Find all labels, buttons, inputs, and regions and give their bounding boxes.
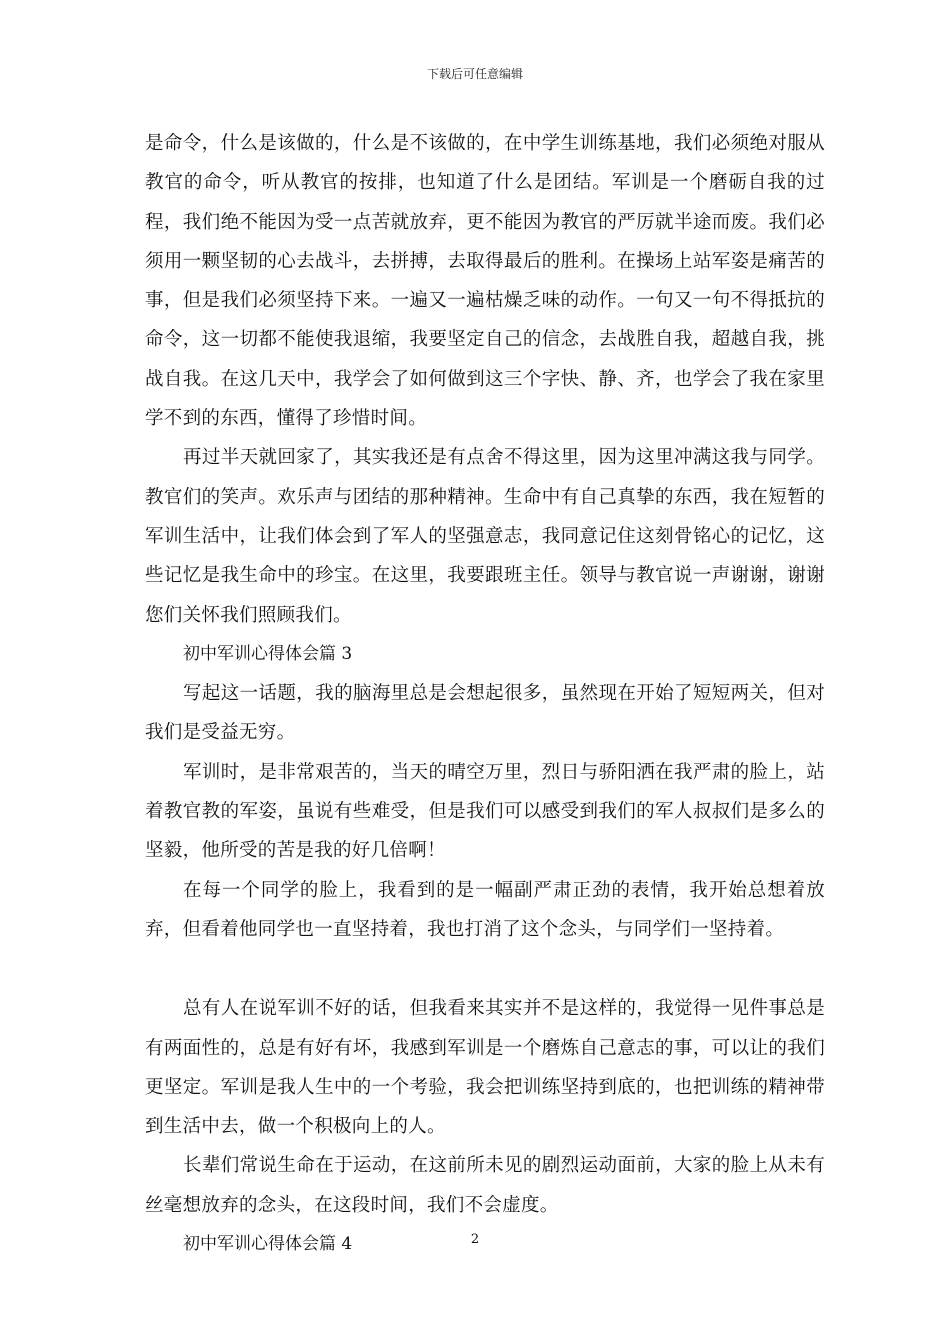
section-heading: 初中军训心得体会篇 4 xyxy=(183,1234,353,1255)
paragraph: 军训时，是非常艰苦的，当天的晴空万里，烈日与骄阳洒在我严肃的脸上，站着教官教的军姿，虽说有些难受，但是我们可以感受到我们的军人叔叔们是多么的坚毅，他所受的苦是我的好几倍啊！ xyxy=(145,761,825,862)
page-number: 2 xyxy=(470,1232,480,1247)
paragraph: 再过半天就回家了，其实我还是有点舍不得这里，因为这里冲满这我与同学。教官们的笑声。欢乐声与团结的那种精神。生命中有自己真挚的东西，我在短暂的军训生活中，让我们体会到了军人的坚强意志，我同意记住这刻骨铭心的记忆，这些记忆是我生命中的珍宝。在这里，我要跟班主任。领导与教官说一声谢谢，谢谢您们关怀我们照顾我们。 xyxy=(145,447,825,626)
paragraph: 总有人在说军训不好的话，但我看来其实并不是这样的，我觉得一见件事总是有两面性的，总是有好有坏，我感到军训是一个磨炼自己意志的事，可以让的我们更坚定。军训是我人生中的一个考验，我会把训练坚持到底的，也把训练的精神带到生活中去，做一个积极向上的人。 xyxy=(145,998,825,1138)
paragraph: 在每一个同学的脸上，我看到的是一幅副严肃正劲的表情，我开始总想着放弃，但看着他同学也一直坚持着，我也打消了这个念头，与同学们一坚持着。 xyxy=(145,879,825,940)
paragraph: 是命令，什么是该做的，什么是不该做的，在中学生训练基地，我们必须绝对服从教官的命令，听从教官的按排，也知道了什么是团结。军训是一个磨砺自我的过程，我们绝不能因为受一点苦就放弃，更不能因为教官的严厉就半途而废。我们必须用一颗坚韧的心去战斗，去拼搏，去取得最后的胜利。在操场上站军姿是痛苦的事，但是我们必须坚持下来。一遍又一遍枯燥乏味的动作。一句又一句不得抵抗的命令，这一切都不能使我退缩，我要坚定自己的信念，去战胜自我，超越自我，挑战自我。在这几天中，我学会了如何做到这三个字快、静、齐，也学会了我在家里学不到的东西，懂得了珍惜时间。 xyxy=(145,133,825,430)
blank-line xyxy=(145,949,825,989)
paragraph: 长辈们常说生命在于运动，在这前所未见的剧烈运动面前，大家的脸上从未有丝毫想放弃的念头，在这段时间，我们不会虚度。 xyxy=(145,1155,825,1216)
paragraph: 写起这一话题，我的脑海里总是会想起很多，虽然现在开始了短短两关，但对我们是受益无穷。 xyxy=(145,683,825,744)
document-body xyxy=(145,124,825,1264)
page-header: 下载后可任意编辑 xyxy=(426,67,523,81)
section-heading: 初中军训心得体会篇 3 xyxy=(183,643,353,664)
